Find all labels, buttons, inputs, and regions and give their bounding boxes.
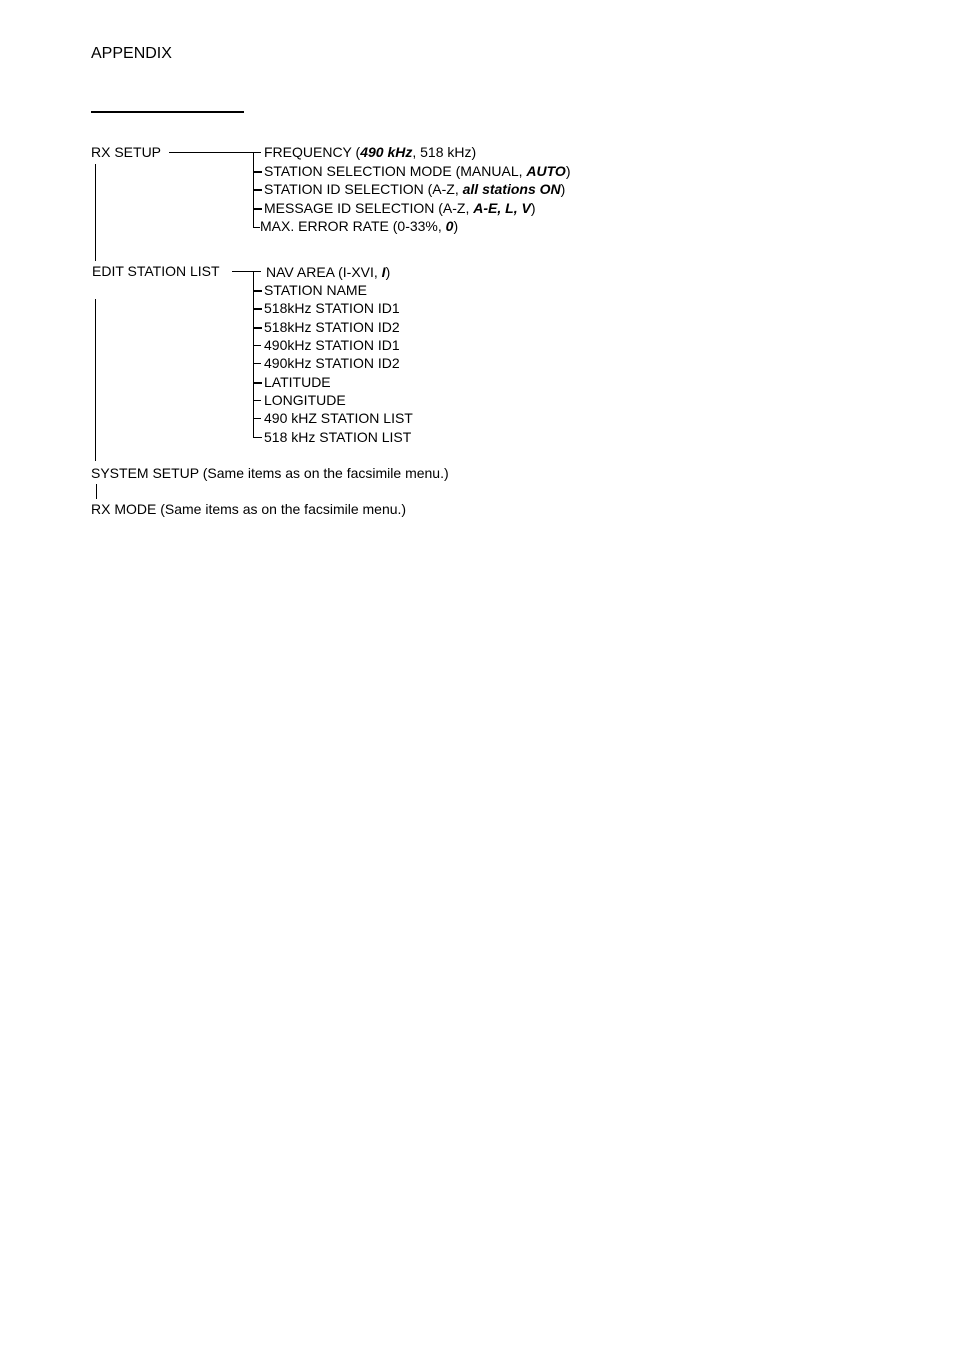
edit-station-list-branch xyxy=(253,271,254,438)
rx-frequency-item: FREQUENCY (490 kHz, 518 kHz) xyxy=(264,144,477,160)
menu-trunk-middle xyxy=(95,299,96,461)
branch-tick xyxy=(253,327,262,329)
490khz-station-list-item: 490 kHZ STATION LIST xyxy=(264,410,413,426)
latitude-item: LATITUDE xyxy=(264,374,331,390)
title-rule xyxy=(91,111,244,113)
518khz-station-id2-item: 518kHz STATION ID2 xyxy=(264,319,400,335)
rx-station-selection-mode-item: STATION SELECTION MODE (MANUAL, AUTO) xyxy=(264,163,571,179)
branch-tick xyxy=(253,227,260,228)
rx-max-error-rate-item: MAX. ERROR RATE (0-33%, 0) xyxy=(260,218,459,234)
rx-mode-label: RX MODE (Same items as on the facsimile menu.) xyxy=(91,501,407,517)
branch-tick xyxy=(253,345,261,346)
490khz-station-id2-item: 490kHz STATION ID2 xyxy=(264,355,400,371)
nav-area-item: NAV AREA (I-XVI, I) xyxy=(266,264,391,280)
longitude-item: LONGITUDE xyxy=(264,392,346,408)
rx-station-id-selection-item: STATION ID SELECTION (A-Z, all stations ON) xyxy=(264,181,566,197)
rx-setup-connector xyxy=(169,152,255,153)
branch-tick xyxy=(253,152,261,153)
branch-tick xyxy=(253,308,262,310)
518khz-station-list-item: 518 kHz STATION LIST xyxy=(264,429,412,445)
490khz-station-id1-item: 490kHz STATION ID1 xyxy=(264,337,400,353)
edit-station-list-connector xyxy=(232,271,261,272)
branch-tick xyxy=(253,290,262,292)
branch-tick xyxy=(253,208,262,210)
rx-setup-label: RX SETUP xyxy=(91,144,162,160)
branch-tick xyxy=(253,171,262,173)
518khz-station-id1-item: 518kHz STATION ID1 xyxy=(264,300,400,316)
branch-tick xyxy=(253,189,262,191)
menu-trunk-upper xyxy=(95,164,96,261)
page-header: APPENDIX xyxy=(91,45,172,62)
rx-message-id-selection-item: MESSAGE ID SELECTION (A-Z, A-E, L, V) xyxy=(264,200,536,216)
branch-tick xyxy=(253,382,262,384)
station-name-item: STATION NAME xyxy=(264,282,367,298)
edit-station-list-label: EDIT STATION LIST xyxy=(92,263,220,279)
branch-tick xyxy=(253,363,261,364)
branch-tick xyxy=(253,418,261,419)
menu-trunk-lower xyxy=(96,484,97,499)
branch-tick xyxy=(253,437,262,438)
system-setup-label: SYSTEM SETUP (Same items as on the facsimile menu.) xyxy=(91,465,449,481)
branch-tick xyxy=(253,400,261,401)
